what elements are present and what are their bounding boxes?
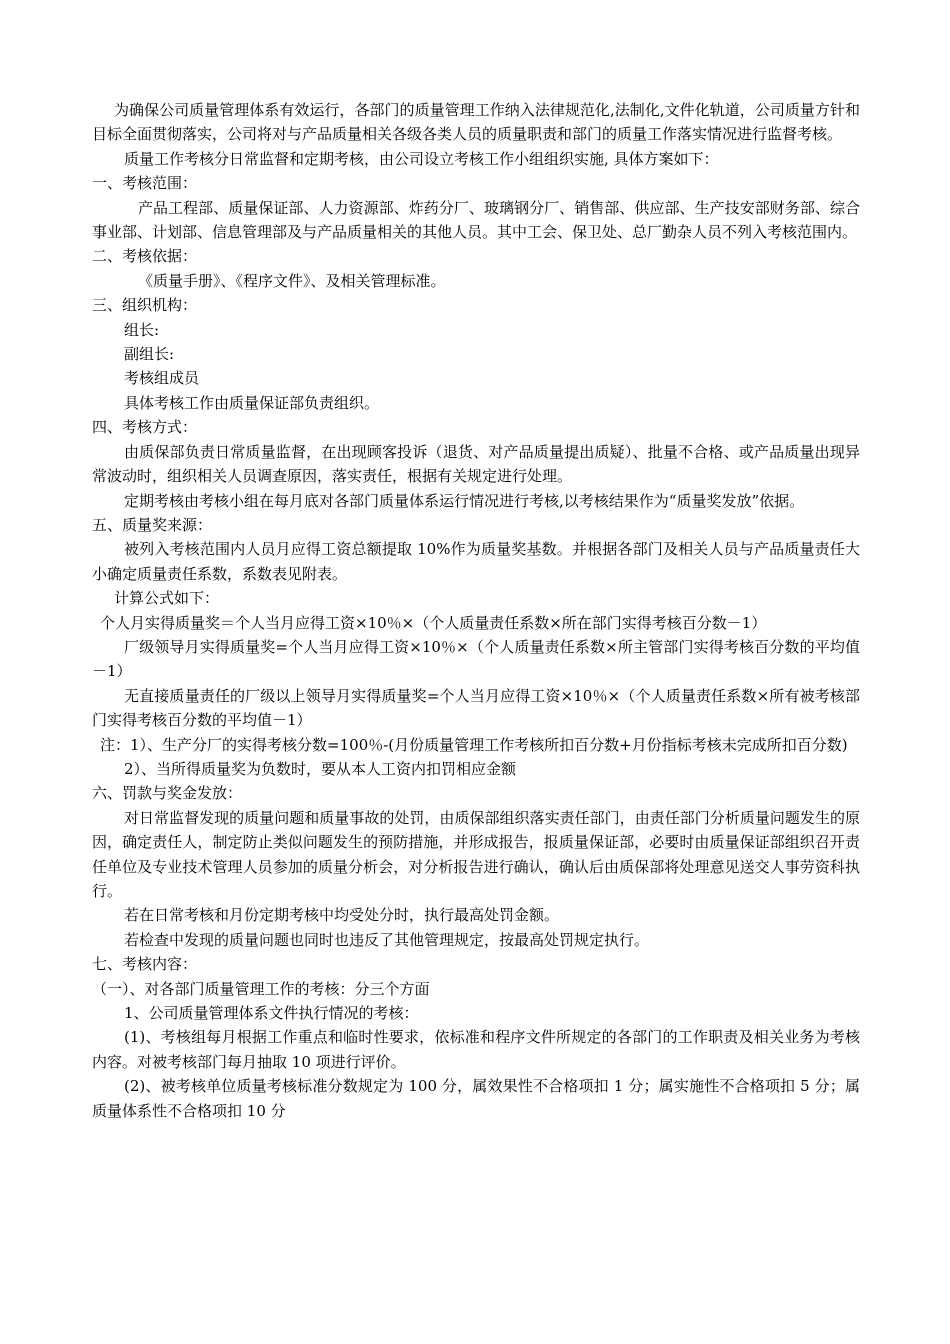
document-body xyxy=(92,98,860,1123)
section-5-heading: 五、质量奖来源： xyxy=(92,515,213,534)
section-4-paragraph-2: 定期考核由考核小组在每月底对各部门质量体系运行情况进行考核,以考核结果作为“质量奖发放”依据。 xyxy=(124,491,805,510)
intro-paragraph-2: 质量工作考核分日常监督和定期考核，由公司设立考核工作小组组织实施, 具体方案如下： xyxy=(124,149,719,168)
section-4-heading: 四、考核方式： xyxy=(92,418,198,437)
section-2-body: 《质量手册》、《程序文件》、及相关管理标准。 xyxy=(138,271,446,290)
section-2-heading: 二、考核依据： xyxy=(92,247,198,266)
section-6-paragraph-1: 对日常监督发现的质量问题和质量事故的处罚，由质保部组织落实责任部门，由责任部门分析质量问题发生的原因，确定责任人，制定防止类似问题发生的预防措施，并形成报告，报质量保证部，必要时由质量保证部组织召开责任单位及专业技术管理人员参加的质量分析会，对分析报告进行确认，确认后由质保部将处理意见送交人事劳资科执行。 xyxy=(92,808,860,900)
formula-label: 计算公式如下： xyxy=(114,589,220,608)
section-7-heading: 七、考核内容： xyxy=(92,955,198,974)
section-7-subheading: （一）、对各部门质量管理工作的考核：分三个方面 xyxy=(92,979,430,998)
members-line: 考核组成员 xyxy=(124,369,200,388)
formula-factory-leader: 厂级领导月实得质量奖=个人当月应得工资×10％×（个人质量责任系数×所主管部门实得考核百分数的平均值－1） xyxy=(92,637,860,681)
section-4-paragraph-1: 由质保部负责日常质量监督，在出现顾客投诉（退货、对产品质量提出质疑）、批量不合格、或产品质量出现异常波动时，组织相关人员调查原因，落实责任，根据有关规定进行处理。 xyxy=(92,442,860,486)
section-6-heading: 六、罚款与奖金发放： xyxy=(92,784,243,803)
section-1-heading: 一、考核范围： xyxy=(92,174,198,193)
section-7-item-1-point-2: (2)、被考核单位质量考核标准分数规定为 100 分，属效果性不合格项扣 1 分；属实施性不合格项扣 5 分；属质量体系性不合格项扣 10 分 xyxy=(92,1077,860,1120)
formula-senior-leader: 无直接质量责任的厂级以上领导月实得质量奖=个人当月应得工资×10％×（个人质量责任系数×所有被考核部门实得考核百分数的平均值－1） xyxy=(92,686,860,730)
section-7-item-1-point-1: (1)、考核组每月根据工作重点和临时性要求，依标准和程序文件所规定的各部门的工作职责及相关业务为考核内容。对被考核部门每月抽取 10 项进行评价。 xyxy=(92,1028,860,1071)
section-6-paragraph-3: 若检查中发现的质量问题也同时也违反了其他管理规定，按最高处罚规定执行。 xyxy=(124,930,650,949)
note-2: 2）、当所得质量奖为负数时，要从本人工资内扣罚相应金额 xyxy=(124,759,517,778)
section-6-paragraph-2: 若在日常考核和月份定期考核中均受处分时，执行最高处罚金额。 xyxy=(124,906,560,925)
section-3-heading: 三、组织机构： xyxy=(92,296,198,315)
note-1: 注：1）、生产分厂的实得考核分数=100％-(月份质量管理工作考核所扣百分数+月份指标考核未完成所扣百分数) xyxy=(100,735,848,754)
intro-paragraph-1: 为确保公司质量管理体系有效运行，各部门的质量管理工作纳入法律规范化,法制化,文件化轨道，公司质量方针和目标全面贯彻落实，公司将对与产品质量相关各级各类人员的质量职责和部门的质量工作落实情况进行监督考核。 xyxy=(92,101,860,144)
group-leader-line: 组长: xyxy=(124,320,160,339)
section-5-paragraph-1: 被列入考核范围内人员月应得工资总额提取 10%作为质量奖基数。并根据各部门及相关人员与产品质量责任大小确定质量责任系数，系数表见附表。 xyxy=(92,540,860,583)
section-3-note: 具体考核工作由质量保证部负责组织。 xyxy=(124,393,380,412)
section-1-body: 产品工程部、质量保证部、人力资源部、炸药分厂、玻璃钢分厂、销售部、供应部、生产技安部财务部、综合事业部、计划部、信息管理部及与产品质量相关的其他人员。其中工会、保卫处、总厂勤杂人员不列入考核范围内。 xyxy=(92,198,860,242)
formula-individual: 个人月实得质量奖＝个人当月应得工资×10％×（个人质量责任系数×所在部门实得考核百分数－1） xyxy=(100,613,767,632)
deputy-leader-line: 副组长: xyxy=(124,345,175,364)
section-7-item-1: 1、公司质量管理体系文件执行情况的考核： xyxy=(124,1004,419,1023)
